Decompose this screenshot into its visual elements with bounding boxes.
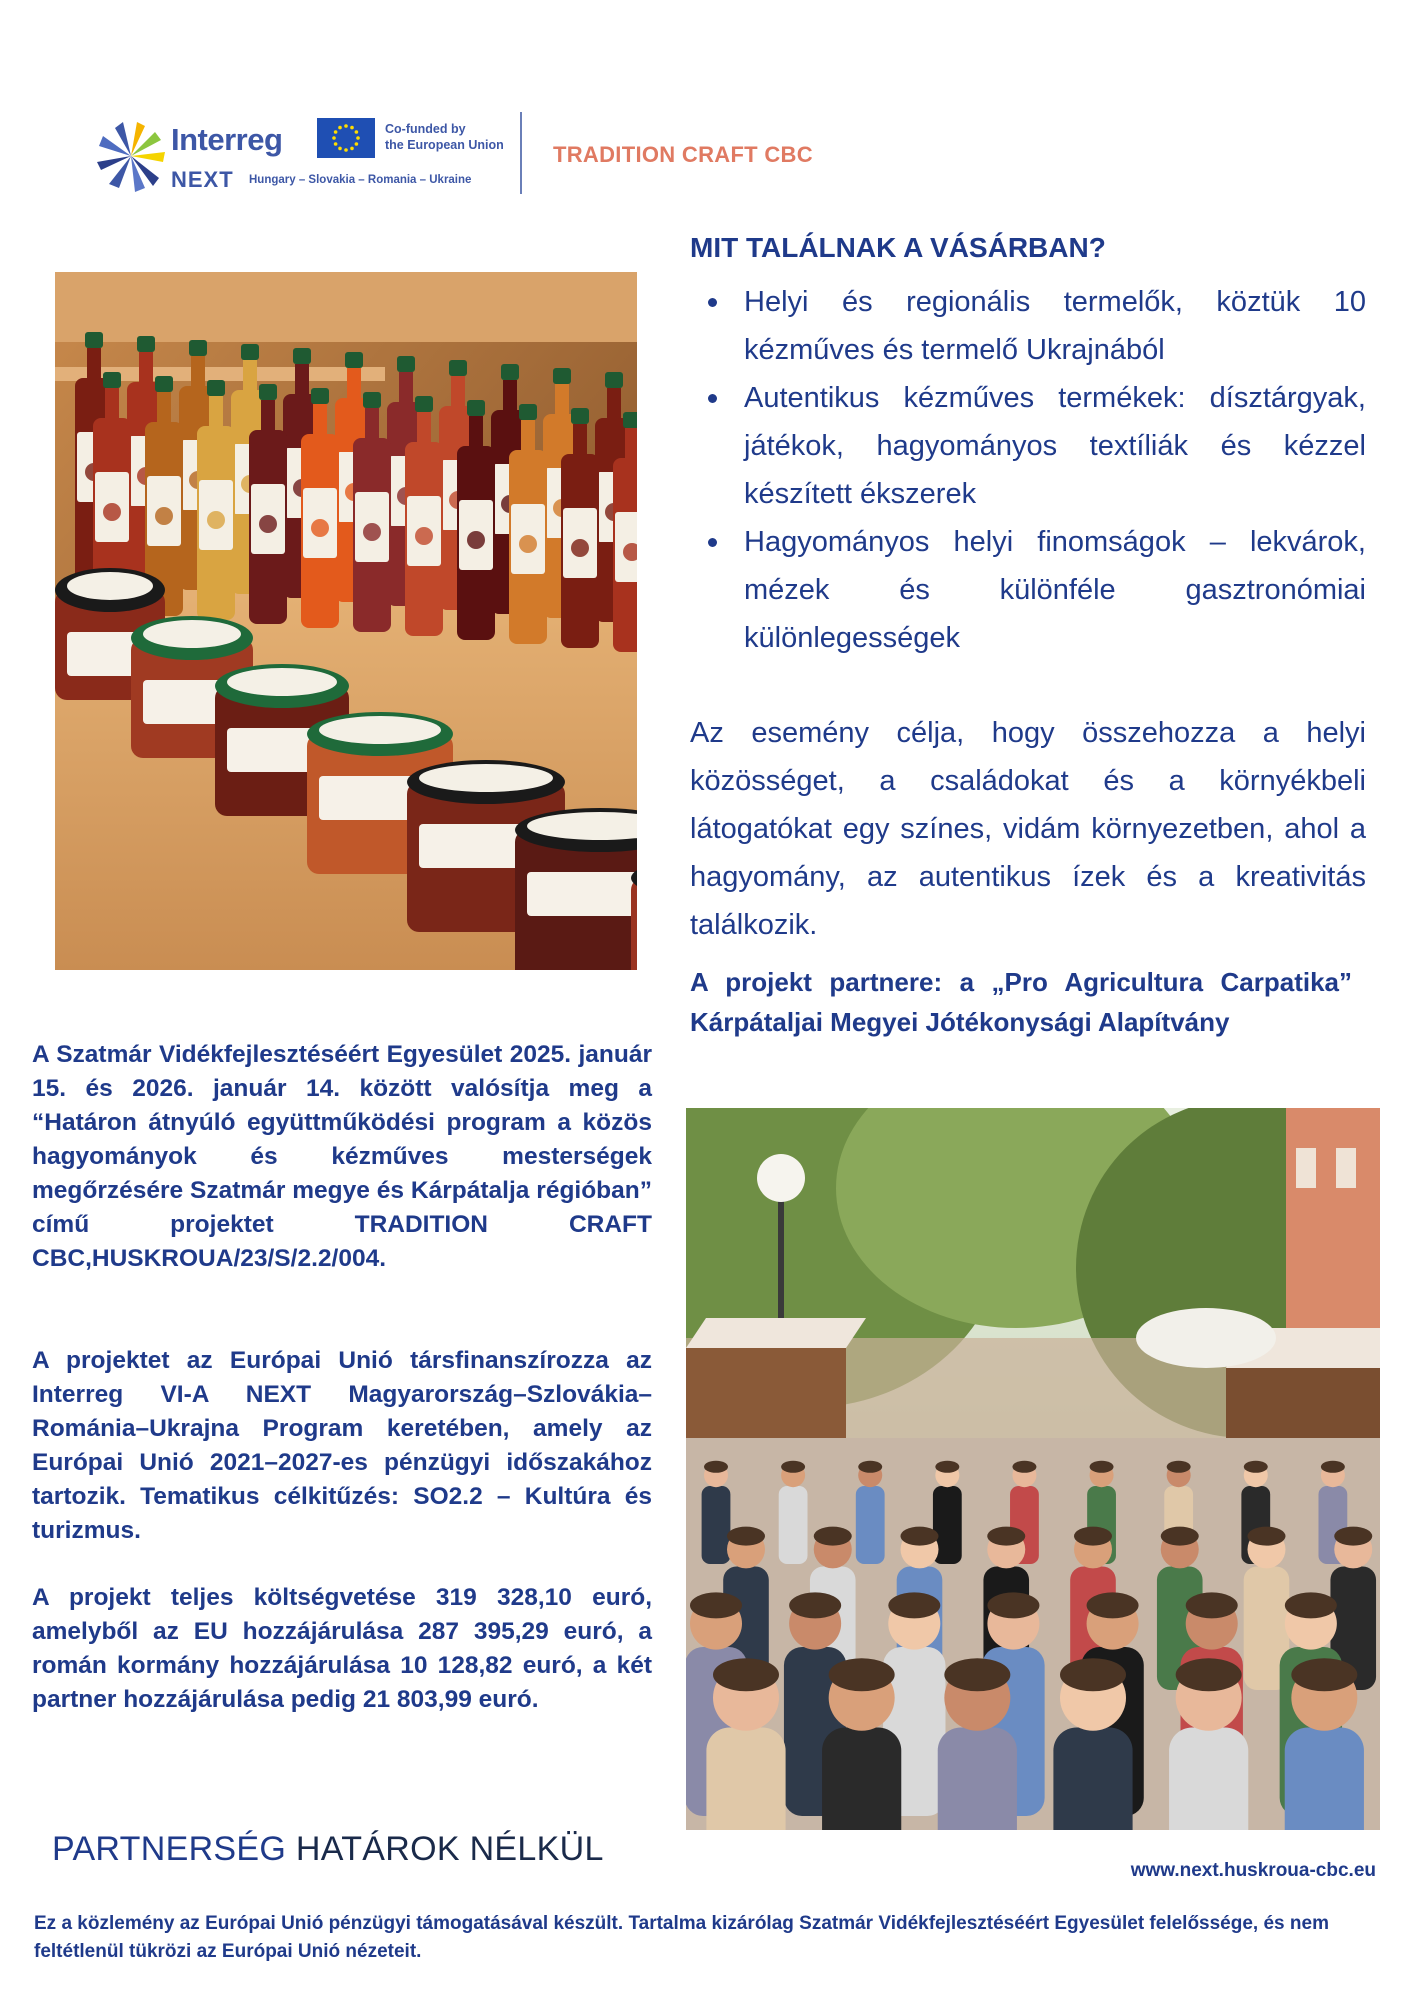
- person: [702, 1461, 731, 1564]
- list-item: [708, 518, 1366, 662]
- header-divider: [520, 112, 522, 194]
- project-partner-text: A projekt partnere: a „Pro Agricultura Carpatika” Kárpátaljai Megyei Jótékonysági Alapítvány: [690, 967, 1352, 1037]
- jar: [515, 808, 637, 970]
- slogan: [52, 1830, 604, 1869]
- offer-list: [708, 278, 1366, 662]
- jars-bottles-photo: [55, 272, 637, 970]
- list-item-text: Hagyományos helyi finomságok – lekvárok, mézek és különféle gasztronómiai különlegességek: [744, 526, 1366, 654]
- person: [779, 1461, 808, 1564]
- list-item-text: Autentikus kézműves termékek: dísztárgyak, játékok, hagyományos textíliák és kézzel készített ékszerek: [744, 382, 1366, 510]
- eu-flag-icon: [317, 118, 375, 158]
- market-crowd-photo: [686, 1108, 1380, 1830]
- person: [1053, 1658, 1132, 1830]
- person: [938, 1658, 1017, 1830]
- interreg-logo-icon: [95, 118, 167, 194]
- funding-description: A projektet az Európai Unió társfinanszírozza az Interreg VI-A NEXT Magyarország–Szlovákia–Románia–Ukrajna Program keretében, amely az Európai Unió 2021–2027-es pénzügyi időszakához tartozik. Tematikus célkitűzés: SO2.2 – Kultúra és turizmus.: [32, 1347, 652, 1544]
- slogan-part2: HATÁROK NÉLKÜL: [295, 1830, 604, 1868]
- person: [1285, 1658, 1364, 1830]
- bullet-icon: [708, 394, 717, 403]
- interreg-wordmark: Interreg: [171, 122, 283, 157]
- event-goal-text: Az esemény célja, hogy összehozza a helyi közösséget, a családokat és a környékbeli látogatókat egy színes, vidám környezetben, ahol a hagyomány, az autentikus ízek és a kreativitás találkozik.: [690, 717, 1366, 941]
- project-description: A Szatmár Vidékfejlesztéséért Egyesület 2025. január 15. és 2026. január 14. között valósítja meg a “Határon átnyúló együttműködési program a közös hagyományok és kézműves mesterségek megőrzésére Szatmár megye és Kárpátalja régióban” című projektet TRADITION CRAFT CBC,HUSKROUA/23/S/2.2/004.: [32, 1041, 652, 1272]
- slogan-part1: PARTNERSÉG: [52, 1830, 287, 1868]
- bullet-icon: [708, 538, 717, 547]
- program-countries: Hungary – Slovakia – Romania – Ukraine: [249, 174, 472, 186]
- cofunded-line1: Co-funded by: [385, 122, 466, 136]
- header-logos: [95, 112, 855, 202]
- project-title: TRADITION CRAFT CBC: [553, 142, 813, 167]
- cofunded-label: [385, 121, 504, 153]
- list-item-text: Helyi és regionális termelők, köztük 10 kézműves és termelő Ukrajnából: [744, 286, 1366, 366]
- website-url: www.next.huskroua-cbc.eu: [1130, 1860, 1376, 1881]
- person: [1169, 1658, 1248, 1830]
- eu-disclaimer: Ez a közlemény az Európai Unió pénzügyi támogatásával készült. Tartalma kizárólag Szatmár Vidékfejlesztéséért Egyesület felelőssége, és nem feltétlenül tükrözi az Európai Unió nézeteit.: [34, 1913, 1329, 1962]
- person: [856, 1461, 885, 1564]
- list-item: [708, 374, 1366, 518]
- list-item: [708, 278, 1366, 374]
- cofunded-line2: the European Union: [385, 138, 504, 152]
- person: [822, 1658, 901, 1830]
- bullet-icon: [708, 298, 717, 307]
- section-heading: MIT TALÁLNAK A VÁSÁRBAN?: [690, 232, 1106, 263]
- next-wordmark: NEXT: [171, 167, 234, 192]
- person: [706, 1658, 785, 1830]
- budget-description: A projekt teljes költségvetése 319 328,10 euró, amelyből az EU hozzájárulása 287 395,29 euró, a román kormány hozzájárulása 10 128,82 euró, a két partner hozzájárulása pedig 21 803,99 euró.: [32, 1584, 652, 1713]
